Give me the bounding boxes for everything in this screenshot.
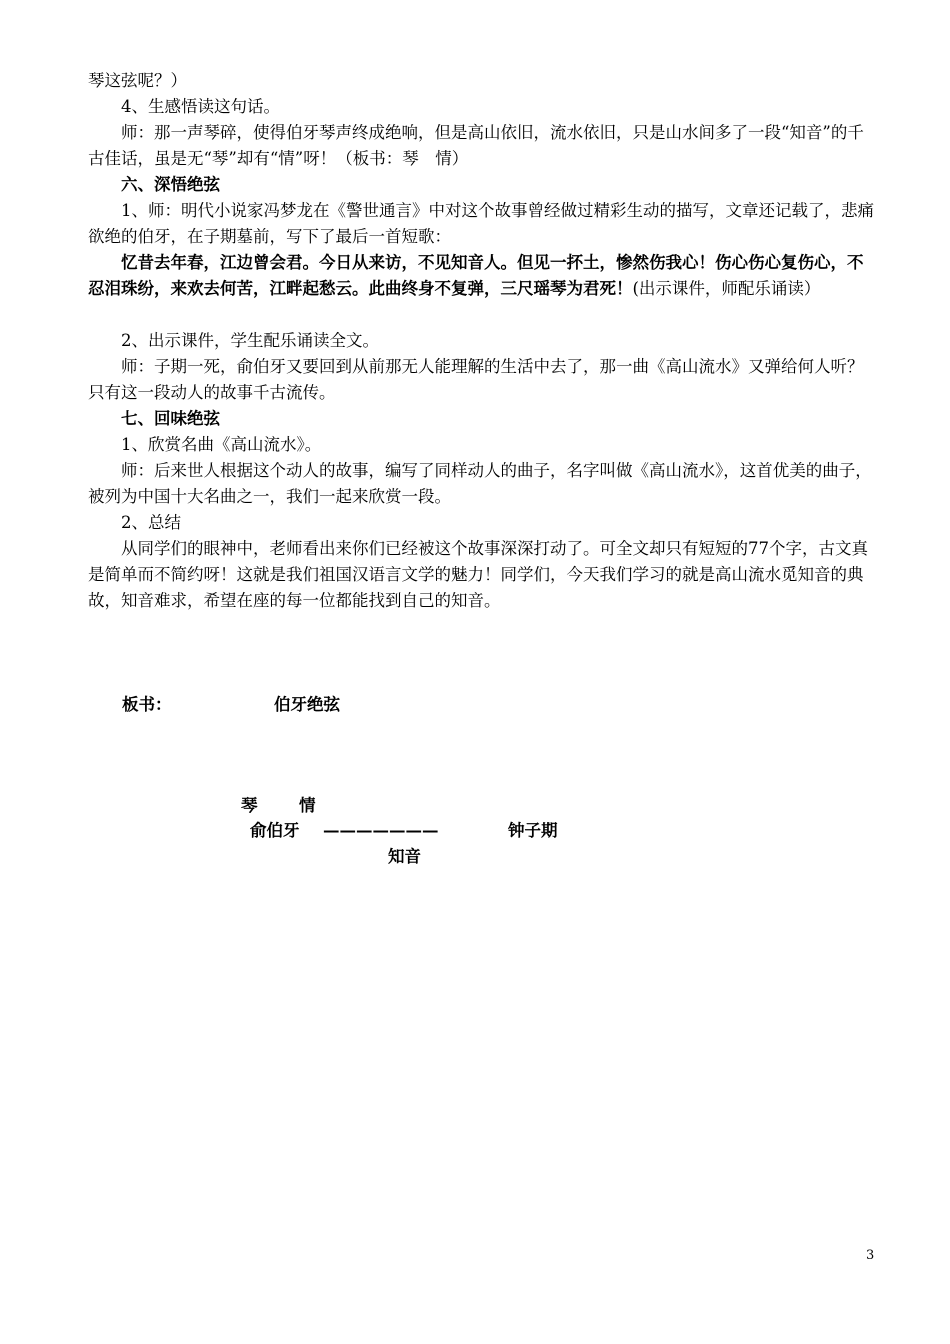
- poem-note: (出示课件，师配乐诵读）: [632, 279, 821, 298]
- paragraph-teacher-3: 师：子期一死，俞伯牙又要回到从前那无人能理解的生活中去了，那一曲《高山流水》又弹给何人听？只有这一段动人的故事千古流传。: [88, 357, 864, 402]
- paragraph-step4: 4、生感悟读这句话。: [121, 97, 280, 116]
- blackboard-right-name: 钟子期: [508, 821, 558, 840]
- paragraph-appreciate: 1、欣赏名曲《高山流水》。: [121, 435, 322, 454]
- blackboard-bottom: 知音: [388, 847, 421, 866]
- paragraph-step2: 2、出示课件，学生配乐诵读全文。: [121, 331, 379, 350]
- paragraph-summary-label: 2、总结: [121, 513, 181, 532]
- section-heading-6: 六、深悟绝弦: [121, 175, 220, 194]
- blackboard-qin: 琴: [241, 796, 258, 815]
- paragraph-summary: 从同学们的眼神中，老师看出来你们已经被这个故事深深打动了。可全文却只有短短的77个字，古文真是简单而不简约呀！这就是我们祖国汉语言文学的魅力！同学们，今天我们学习的就是高山流水觅知音的典故，知音难求，希望在座的每一位都能找到自己的知音。: [88, 539, 868, 610]
- blackboard-qing: 情: [299, 796, 316, 815]
- blackboard-connector-line: ———————: [323, 821, 439, 840]
- blackboard-label: 板书：: [122, 695, 172, 714]
- blackboard-title: 伯牙绝弦: [274, 695, 340, 714]
- poem-paragraph: [88, 250, 878, 302]
- paragraph-teacher-1: 师：那一声琴碎，使得伯牙琴声终成绝响，但是高山依旧，流水依旧，只是山水间多了一段“知音”的千古佳话，虽是无“琴”却有“情”呀！（板书：琴 情）: [88, 123, 864, 168]
- poem-text: 忆昔去年春，江边曾会君。今日从来访，不见知音人。但见一抔土，惨然伤我心！伤心伤心复伤心，不忍泪珠纷，来欢去何苦，江畔起愁云。此曲终身不复弹，三尺瑶琴为君死！: [88, 253, 864, 298]
- paragraph-continuation: 琴这弦呢？）: [88, 71, 187, 90]
- paragraph-teacher-4: 师：后来世人根据这个动人的故事，编写了同样动人的曲子，名字叫做《高山流水》，这首优美的曲子，被列为中国十大名曲之一，我们一起来欣赏一段。: [88, 461, 872, 506]
- section-heading-7: 七、回味绝弦: [121, 409, 220, 428]
- paragraph-teacher-2: 1、师：明代小说家冯梦龙在《警世通言》中对这个故事曾经做过精彩生动的描写，文章还记载了，悲痛欲绝的伯牙，在子期墓前，写下了最后一首短歌：: [88, 201, 874, 246]
- blackboard-left-name: 俞伯牙: [250, 821, 300, 840]
- page-number: 3: [866, 1248, 875, 1263]
